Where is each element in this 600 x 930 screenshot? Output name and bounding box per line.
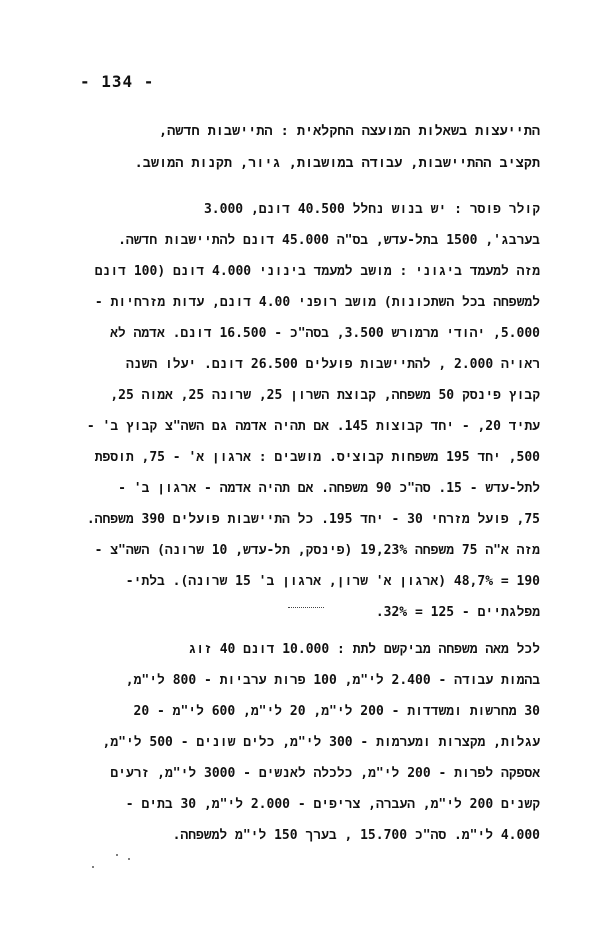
paragraph-line: 30 מחרשות ומשדדות - 200 לי"מ, 20 לי"מ, 600 לי"מ - 20 xyxy=(133,704,540,719)
paragraph-line: קבוץ פינסק 50 משפחה, קבוצת השרון 25, שרונה 25, אמוה 25, xyxy=(110,388,540,403)
paragraph-line: קשנים 200 לי"מ, העברה, צריפים - 2.000 לי"מ, 30 בתים - xyxy=(125,797,540,812)
paragraph-line: מפלגתיים - 125 = 32%. xyxy=(375,605,540,620)
paragraph-line: בהמות עבודה - 2.400 לי"מ, 100 פרות ערביות - 800 לי"מ, xyxy=(125,673,540,688)
paragraph-line: מזה א"ה 75 משפחה 19,23% (פינסק, תל-עדש, 10 שרונה) השה"צ - xyxy=(94,543,540,558)
heading-line: תקציב ההתיישבות, עבודה במושבות, גיור, תקנות המושב. xyxy=(134,155,540,171)
paragraph-line: עתיד 20, - יחד קבוצות 145. אם תהיה אדמה גם השה"צ קבוץ ב' - xyxy=(86,419,540,434)
paragraph-line: אספקה לפרות - 200 לי"מ, כלכלה לאנשים - 3000 לי"מ, זרעים xyxy=(110,766,540,781)
paragraph-line: 4.000 לי"מ. סה"כ 15.700 , בערך 150 לי"מ למשפחה. xyxy=(172,828,540,843)
paragraph-line: 75, פועל מזרחי 30 - יחד 195. כל התיישבות פועלים 390 משפחה. xyxy=(86,512,540,527)
paragraph-line: מזה למעמד ביגוני : מושב למעמד בינוני 4.000 דונם (100 דונם xyxy=(94,264,540,279)
paragraph-line: עגלות, מקצרות ומערמות - 300 לי"מ, כלים שונים - 500 לי"מ, xyxy=(102,735,540,750)
page-number: - 134 - xyxy=(80,72,155,91)
paragraph-line: 500, יחד 195 משפחות קבוציס. מושבים : ארגון א' - 75, תוספת xyxy=(94,450,540,465)
paragraph-line: לתל-עדש - 15. סה"כ 90 משפחה. אם תהיה אדמה - ארגון ב' - xyxy=(118,481,540,496)
paragraph-line: לכל מאה משפחה מביקשם לתת : 10.000 דונם 40 זוג xyxy=(188,642,540,657)
paragraph-line: קולר פוסר : יש בנוש נחלל 40.500 דונם, 3.000 xyxy=(203,202,540,217)
paragraph-line: בערבג', 1500 בתל-עדש, בס"ה 45.000 דונם להתיישבות חדשה. xyxy=(118,233,540,248)
paragraph-line: למשפחה בכל השתכונות) מושב רופני 4.00 דונם, עדות מזרחיות - xyxy=(94,295,540,310)
faint-mark xyxy=(288,607,324,608)
paragraph-line: 5.000, יהודי מרמורש 3.500, בסה"כ - 16.500 דונם. אדמה לא xyxy=(110,326,540,341)
heading-line: התייעצות בשאלות המועצה החקלאית : התיישבות חדשה, xyxy=(159,123,540,139)
paragraph-line: ראויה 2.000 , להתיישבות פועלים 26.500 דונם. יעלו השנה xyxy=(125,357,540,372)
paragraph-line: 190 = 48,7% (ארגון א' שרון, ארגון ב' 15 שרונה). בלתי- xyxy=(125,574,540,589)
